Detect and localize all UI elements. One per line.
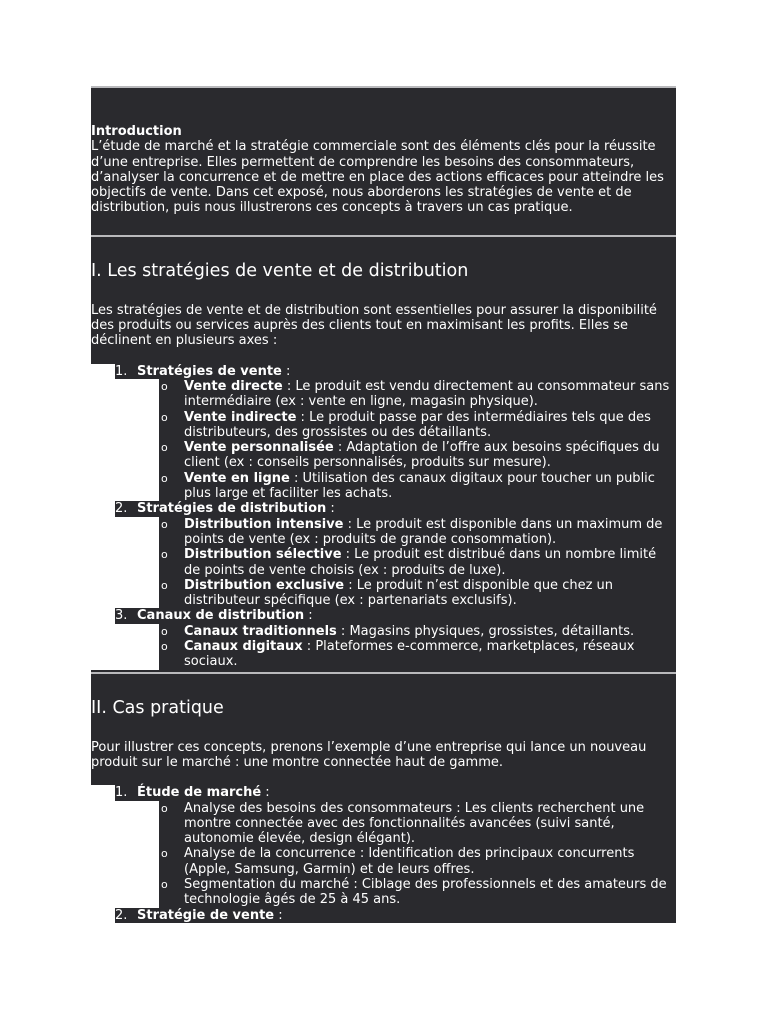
item-text: Analyse des besoins des consommateurs : Les clients recherchent une montre connectée avec des fonctionnalités avancées (suivi santé, autonomie élevée, design élégant). [184,800,645,847]
bullet-icon: o [161,624,168,638]
section-1-paragraph: Les stratégies de vente et de distribution sont essentielles pour assurer la disponibilité des produits ou services auprès des clients tout en maximisant les profits. Elles se déclinent en plusieurs axes : [91,302,657,349]
axis-sublist [91,379,676,501]
list-item [91,379,676,410]
document-page [91,86,676,923]
bullet-icon: o [161,801,168,815]
axis-sublist [91,624,676,670]
item-title: Distribution exclusive [184,577,345,593]
axis-suffix: : [326,501,335,517]
axis-heading [91,364,676,379]
list-item [91,471,676,502]
axis-number: 3. [115,608,128,624]
axis-heading [91,908,676,923]
list-item [91,547,676,578]
list-item [91,578,676,609]
item-text: : Le produit est disponible dans un maximum de points de vente (ex : produits de grande consommation). [184,516,663,547]
axis-suffix: : [274,907,283,923]
item-text: : Le produit passe par des intermédiaires tels que des distributeurs, des grossistes ou des détaillants. [184,409,651,440]
axis-number: 2. [115,501,128,517]
item-text: : Adaptation de l’offre aux besoins spécifiques du client (ex : conseils personnalisés, produits sur mesure). [184,440,660,471]
axis-suffix: : [304,608,313,624]
list-item [91,877,676,908]
list-item [91,639,676,670]
section-2-axes [91,785,676,923]
item-text: : Le produit est distribué dans un nombre limité de points de vente choisis (ex : produits de luxe). [184,547,657,578]
axis-item [91,501,676,608]
list-item [91,440,676,471]
bullet-icon: o [161,517,168,531]
axis-item [91,608,676,669]
axis-sublist [91,801,676,908]
section-1 [91,237,676,672]
axis-title: Stratégie de vente [137,907,275,923]
bullet-icon: o [161,441,168,455]
section-1-axes [91,364,676,670]
item-title: Canaux traditionnels [184,623,337,639]
list-item [91,624,676,639]
section-2-paragraph: Pour illustrer ces concepts, prenons l’exemple d’une entreprise qui lance un nouveau produit sur le marché : une montre connectée haut de gamme. [91,739,647,770]
axis-number: 1. [115,785,128,801]
bullet-icon: o [161,548,168,562]
section-2-title: II. Cas pratique [91,697,224,718]
axis-title: Étude de marché [137,785,262,801]
item-text: Segmentation du marché : Ciblage des professionnels et des amateurs de technologie âgés de 25 à 45 ans. [184,876,667,908]
axis-sublist [91,517,676,609]
item-text: : Le produit n’est disponible que chez un distributeur spécifique (ex : partenariats exclusifs). [184,577,614,609]
item-text: : Le produit est vendu directement au consommateur sans intermédiaire (ex : vente en ligne, magasin physique). [184,378,670,410]
axis-heading [91,501,676,516]
axis-title: Stratégies de distribution [137,501,327,517]
bullet-icon: o [161,471,168,485]
axis-title: Canaux de distribution [137,608,305,624]
item-title: Vente en ligne [184,470,290,486]
item-title: Vente directe [184,378,283,394]
axis-heading [91,608,676,623]
intro-block [91,88,676,235]
item-title: Canaux digitaux [184,639,303,655]
list-item [91,846,676,877]
axis-suffix: : [261,785,270,801]
intro-text: L’étude de marché et la stratégie commerciale sont des éléments clés pour la réussite d’une entreprise. Elles permettent de comprendre les besoins des consommateurs, d’analyser la concurrence et de mettre en place des actions efficaces pour atteindre les objectifs de vente. Dans cet exposé, nous aborderons les stratégies de vente et de distribution, puis nous illustrerons ces concepts à travers un cas pratique. [91,139,664,216]
axis-item [91,364,676,502]
list-item [91,801,676,847]
list-item [91,517,676,548]
item-text: : Magasins physiques, grossistes, détaillants. [336,623,635,639]
axis-number: 1. [115,363,128,379]
item-title: Distribution intensive [184,516,344,532]
item-text: Analyse de la concurrence : Identification des principaux concurrents (Apple, Samsung, Garmin) et de leurs offres. [184,846,635,877]
item-text: : Utilisation des canaux digitaux pour toucher un public plus large et faciliter les achats. [184,470,655,502]
item-title: Vente personnalisée [184,440,334,456]
intro-heading: Introduction [91,124,182,139]
axis-item [91,908,676,923]
axis-number: 2. [115,907,128,923]
bullet-icon: o [161,410,168,424]
bullet-icon: o [161,379,168,393]
item-text: : Plateformes e-commerce, marketplaces, réseaux sociaux. [184,639,635,670]
list-item [91,410,676,441]
item-title: Vente indirecte [184,409,297,425]
bullet-icon: o [161,877,168,891]
axis-suffix: : [281,363,291,379]
axis-item [91,785,676,907]
section-2 [91,674,676,923]
bullet-icon: o [161,640,168,654]
axis-heading [91,785,676,800]
bullet-icon: o [161,847,168,861]
bullet-icon: o [161,578,168,592]
item-title: Distribution sélective [184,547,342,563]
section-1-title: I. Les stratégies de vente et de distribution [91,260,469,281]
axis-title: Stratégies de vente [137,363,282,379]
